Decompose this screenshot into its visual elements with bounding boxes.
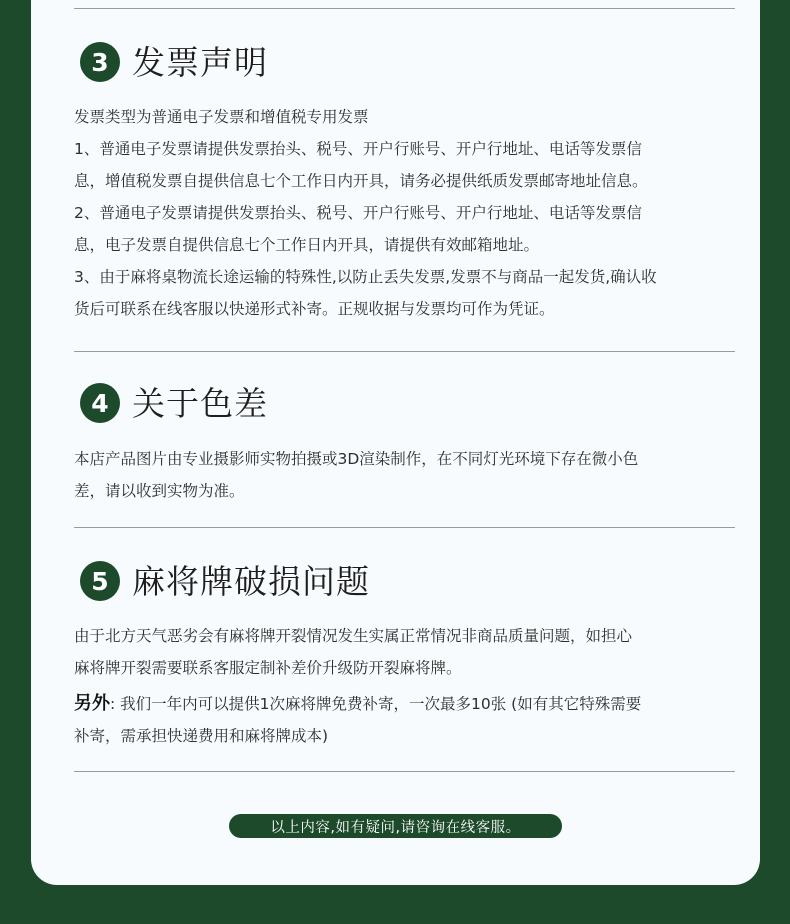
tile-damage-paragraph [74, 620, 742, 752]
paragraph-line: 1、普通电子发票请提供发票抬头、税号、开户行账号、开户行地址、电话等发票信 [74, 140, 642, 158]
section-title: 发票声明 [132, 42, 268, 82]
extra-note-text: : 我们一年内可以提供1次麻将牌免费补寄，一次最多10张 (如有其它特殊需要 [110, 695, 642, 713]
paragraph-line: 发票类型为普通电子发票和增值税专用发票 [74, 108, 369, 126]
paragraph-line: 麻将牌开裂需要联系客服定制补差价升级防开裂麻将牌。 [74, 659, 462, 677]
paragraph-line: 息，增值税发票自提供信息七个工作日内开具，请务必提供纸质发票邮寄地址信息。 [74, 172, 648, 190]
paragraph-line: 本店产品图片由专业摄影师实物拍摄或3D渲染制作，在不同灯光环境下存在微小色 [74, 450, 639, 468]
section-header-tile-damage [80, 561, 370, 601]
invoice-paragraph [74, 101, 742, 325]
section-number-badge: 3 [80, 42, 120, 82]
divider [74, 527, 735, 528]
divider [74, 351, 735, 352]
paragraph-line: 补寄，需承担快递费用和麻将牌成本) [74, 727, 329, 745]
color-difference-paragraph [74, 443, 742, 507]
paragraph-line: 2、普通电子发票请提供发票抬头、税号、开户行账号、开户行地址、电话等发票信 [74, 204, 642, 222]
paragraph-line: 货后可联系在线客服以快递形式补寄。正规收据与发票均可作为凭证。 [74, 300, 555, 318]
paragraph-line: 由于北方天气恶劣会有麻将牌开裂情况发生实属正常情况非商品质量问题，如担心 [74, 627, 633, 645]
paragraph-line: 3、由于麻将桌物流长途运输的特殊性,以防止丢失发票,发票不与商品一起发货,确认收 [74, 268, 657, 286]
section-title: 关于色差 [132, 383, 268, 423]
divider-top [74, 8, 735, 9]
section-number-badge: 4 [80, 383, 120, 423]
section-header-color-difference [80, 383, 268, 423]
extra-note-prefix: 另外 [74, 693, 110, 714]
divider [74, 771, 735, 772]
paragraph-line-extra [74, 688, 742, 720]
paragraph-line: 差，请以收到实物为准。 [74, 482, 245, 500]
section-header-invoice [80, 42, 268, 82]
customer-service-notice: 以上内容,如有疑问,请咨询在线客服。 [229, 814, 562, 838]
section-number-badge: 5 [80, 561, 120, 601]
section-title: 麻将牌破损问题 [132, 561, 370, 601]
paragraph-line: 息，电子发票自提供信息七个工作日内开具，请提供有效邮箱地址。 [74, 236, 540, 254]
